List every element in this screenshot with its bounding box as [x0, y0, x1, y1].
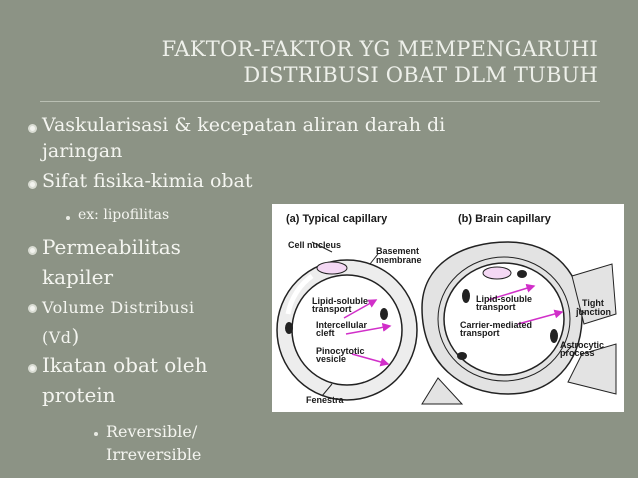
bullet-vaskularisasi — [42, 112, 445, 164]
label-carrier-mediated-2: transport — [460, 328, 500, 338]
bullet-text: Irreversible — [106, 445, 202, 464]
bullet-text-part: ) — [71, 324, 80, 348]
bullet-sifat: Sifat fisika-kimia obat — [42, 170, 253, 192]
slide-title-line1: FAKTOR-FAKTOR YG MEMPENGARUHI — [161, 37, 598, 61]
title-divider — [40, 101, 600, 102]
bullet-icon — [28, 246, 37, 255]
label-pinocytotic-vesicle-1: Pinocytotic — [316, 346, 365, 356]
label-basement-membrane-2: membrane — [376, 255, 422, 265]
label-intercellular-cleft-2: cleft — [316, 328, 335, 338]
bullet-text: Vaskularisasi & kecepatan aliran darah di — [42, 114, 446, 136]
bullet-text: jaringan — [42, 140, 123, 162]
label-astrocytic-process-2: process — [560, 348, 595, 358]
bullet-text-part: (Vd — [42, 328, 72, 347]
label-tight-junction-1: Tight — [582, 298, 604, 308]
bullet-volume-distribusi — [42, 294, 195, 352]
bullet-permeabilitas — [42, 232, 181, 292]
capillary-figure — [272, 204, 624, 412]
label-intercellular-cleft-1: Intercellular — [316, 320, 368, 330]
label-basement-membrane-1: Basement — [376, 246, 420, 256]
sub-bullet-icon — [66, 216, 70, 220]
label-brain-capillary: (b) Brain capillary — [458, 213, 551, 225]
slide-title-line2: DISTRIBUSI OBAT DLM TUBUH — [243, 63, 598, 87]
label-typical-capillary: (a) Typical capillary — [286, 213, 388, 225]
label-lipid-soluble-a-2: transport — [312, 304, 352, 314]
bullet-text: kapiler — [42, 265, 114, 289]
label-lipid-soluble-a-1: Lipid-soluble — [312, 296, 368, 306]
label-lipid-soluble-b-1: Lipid-soluble — [476, 294, 532, 304]
sub-bullet-lipofilitas: ex: lipofilitas — [78, 207, 170, 223]
bullet-icon — [28, 180, 37, 189]
bullet-text: protein — [42, 383, 116, 407]
bullet-icon — [28, 304, 37, 313]
sub-bullet-reversible — [106, 420, 201, 466]
bullet-text — [42, 322, 195, 352]
bullet-text: Permeabilitas — [42, 235, 181, 259]
bullet-text: Reversible/ — [106, 422, 198, 441]
label-tight-junction-2: junction — [576, 307, 611, 317]
bullet-icon — [28, 364, 37, 373]
label-carrier-mediated-1: Carrier-mediated — [460, 320, 533, 330]
sub-bullet-icon — [94, 432, 98, 436]
slide-title — [128, 36, 598, 88]
bullet-icon — [28, 124, 37, 133]
label-fenestra: Fenestra — [306, 395, 344, 405]
label-lipid-soluble-b-2: transport — [476, 302, 516, 312]
bullet-text: Volume Distribusi — [42, 298, 195, 317]
label-cell-nucleus: Cell nucleus — [288, 240, 342, 250]
bullet-text: Ikatan obat oleh — [42, 353, 208, 377]
label-pinocytotic-vesicle-2: vesicle — [316, 354, 347, 364]
bullet-ikatan-obat — [42, 350, 207, 410]
label-astrocytic-process-1: Astrocytic — [560, 340, 605, 350]
capillary-diagram — [272, 204, 624, 412]
